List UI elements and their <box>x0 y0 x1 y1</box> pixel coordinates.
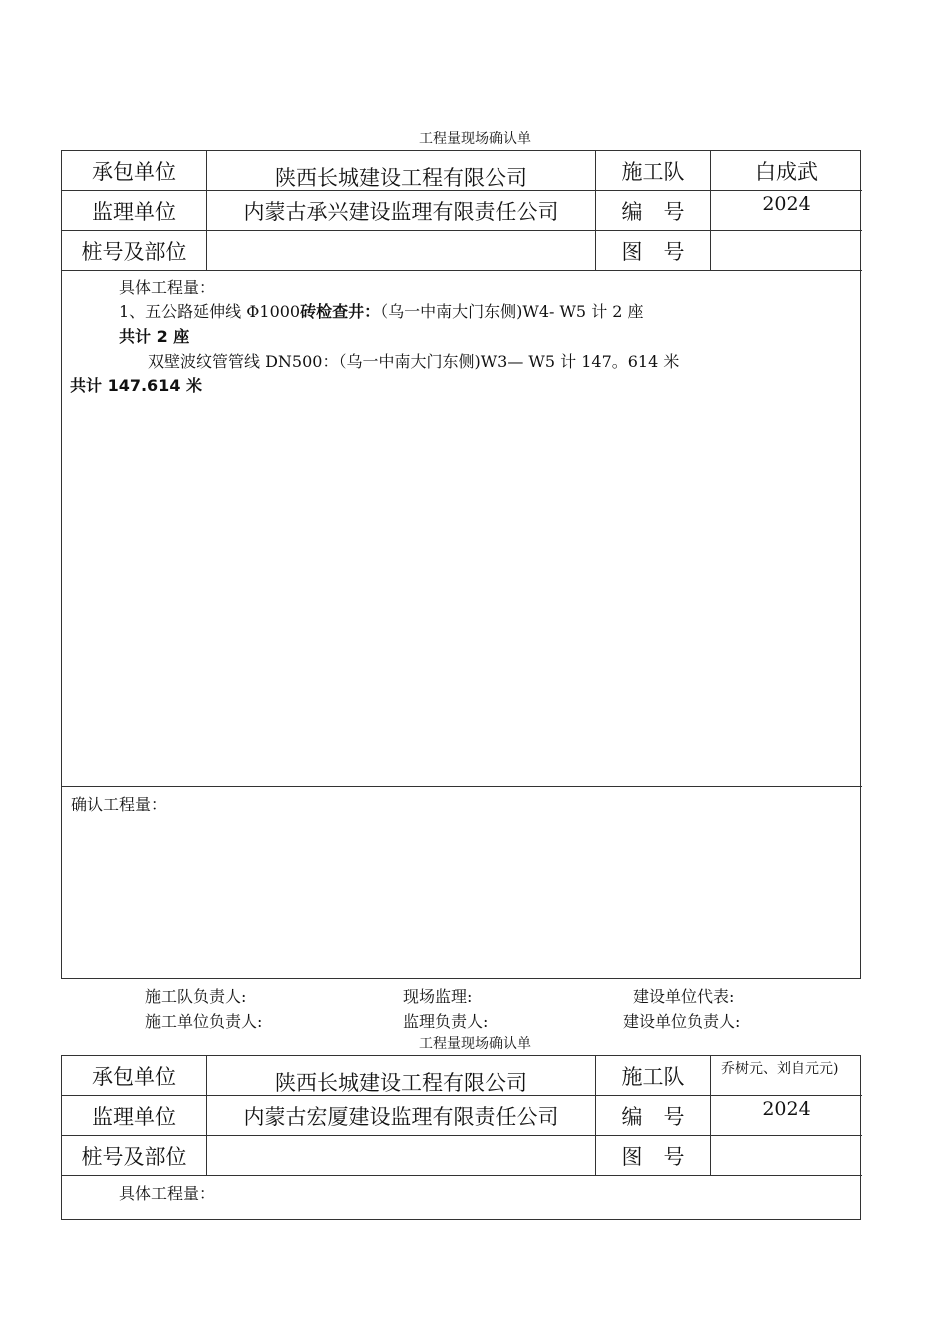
form2-row-supervisor <box>62 1096 862 1136</box>
contractor-label: 承包单位 <box>62 1056 207 1095</box>
supervisor-label: 监理单位 <box>62 1096 207 1135</box>
sign-owner-rep: 建设单位代表: <box>633 987 735 1006</box>
contractor-label: 承包单位 <box>62 151 207 190</box>
sign-supervisor-lead: 监理负责人: <box>403 1012 489 1031</box>
detail-heading: 具体工程量： <box>119 1184 216 1203</box>
detail-line-1-a: 1、五公路延伸线 Φ1000 <box>119 302 301 321</box>
detail-total-1: 共计 2 座 <box>119 327 190 346</box>
detail-line-1-c: （乌一中南大门东侧)W4- W5 计 2 座 <box>380 302 644 321</box>
sign-site-supervisor: 现场监理: <box>403 987 473 1006</box>
supervisor-value: 内蒙古承兴建设监理有限责任公司 <box>207 191 596 230</box>
form1-confirm-section <box>62 787 862 978</box>
form1-row-supervisor <box>62 191 862 231</box>
form2 <box>61 1055 861 1220</box>
detail-line-1-b: 砖检查井： <box>300 302 381 321</box>
sign-team-lead: 施工队负责人: <box>145 987 247 1006</box>
drawing-value <box>711 1136 862 1175</box>
sign-owner-lead: 建设单位负责人: <box>623 1012 741 1031</box>
form2-detail-section <box>62 1176 862 1219</box>
drawing-label: 图 号 <box>596 231 711 270</box>
form1 <box>61 150 861 979</box>
team-label: 施工队 <box>596 151 711 190</box>
number-label: 编 号 <box>596 191 711 230</box>
number-label: 编 号 <box>596 1096 711 1135</box>
contractor-value: 陕西长城建设工程有限公司 <box>207 151 596 190</box>
station-value <box>207 231 596 270</box>
sign-contractor-lead: 施工单位负责人: <box>145 1012 263 1031</box>
number-value: 2024 <box>762 1098 811 1120</box>
detail-line-1 <box>119 299 644 322</box>
form1-row-contractor <box>62 151 862 191</box>
station-label: 桩号及部位 <box>62 1136 207 1175</box>
station-value <box>207 1136 596 1175</box>
drawing-label: 图 号 <box>596 1136 711 1175</box>
form1-detail-section <box>62 271 862 787</box>
form2-title: 工程量现场确认单 <box>419 1036 531 1052</box>
form2-row-station <box>62 1136 862 1176</box>
form1-title: 工程量现场确认单 <box>419 131 531 147</box>
supervisor-value: 内蒙古宏厦建设监理有限责任公司 <box>207 1096 596 1135</box>
contractor-value: 陕西长城建设工程有限公司 <box>207 1056 596 1095</box>
drawing-value <box>711 231 862 270</box>
detail-total-2: 共计 147.614 米 <box>70 376 203 395</box>
form1-row-station <box>62 231 862 271</box>
number-value: 2024 <box>762 193 811 215</box>
detail-heading: 具体工程量： <box>119 278 216 297</box>
detail-line-2: 双壁波纹管管线 DN500：（乌一中南大门东侧)W3— W5 计 147。614 米 <box>148 352 680 371</box>
team-value: 白成武 <box>755 159 818 184</box>
confirm-label: 确认工程量： <box>71 795 168 814</box>
station-label: 桩号及部位 <box>62 231 207 270</box>
supervisor-label: 监理单位 <box>62 191 207 230</box>
team-value: 乔树元、刘自元元) <box>721 1061 839 1077</box>
form2-row-contractor <box>62 1056 862 1096</box>
team-label: 施工队 <box>596 1056 711 1095</box>
